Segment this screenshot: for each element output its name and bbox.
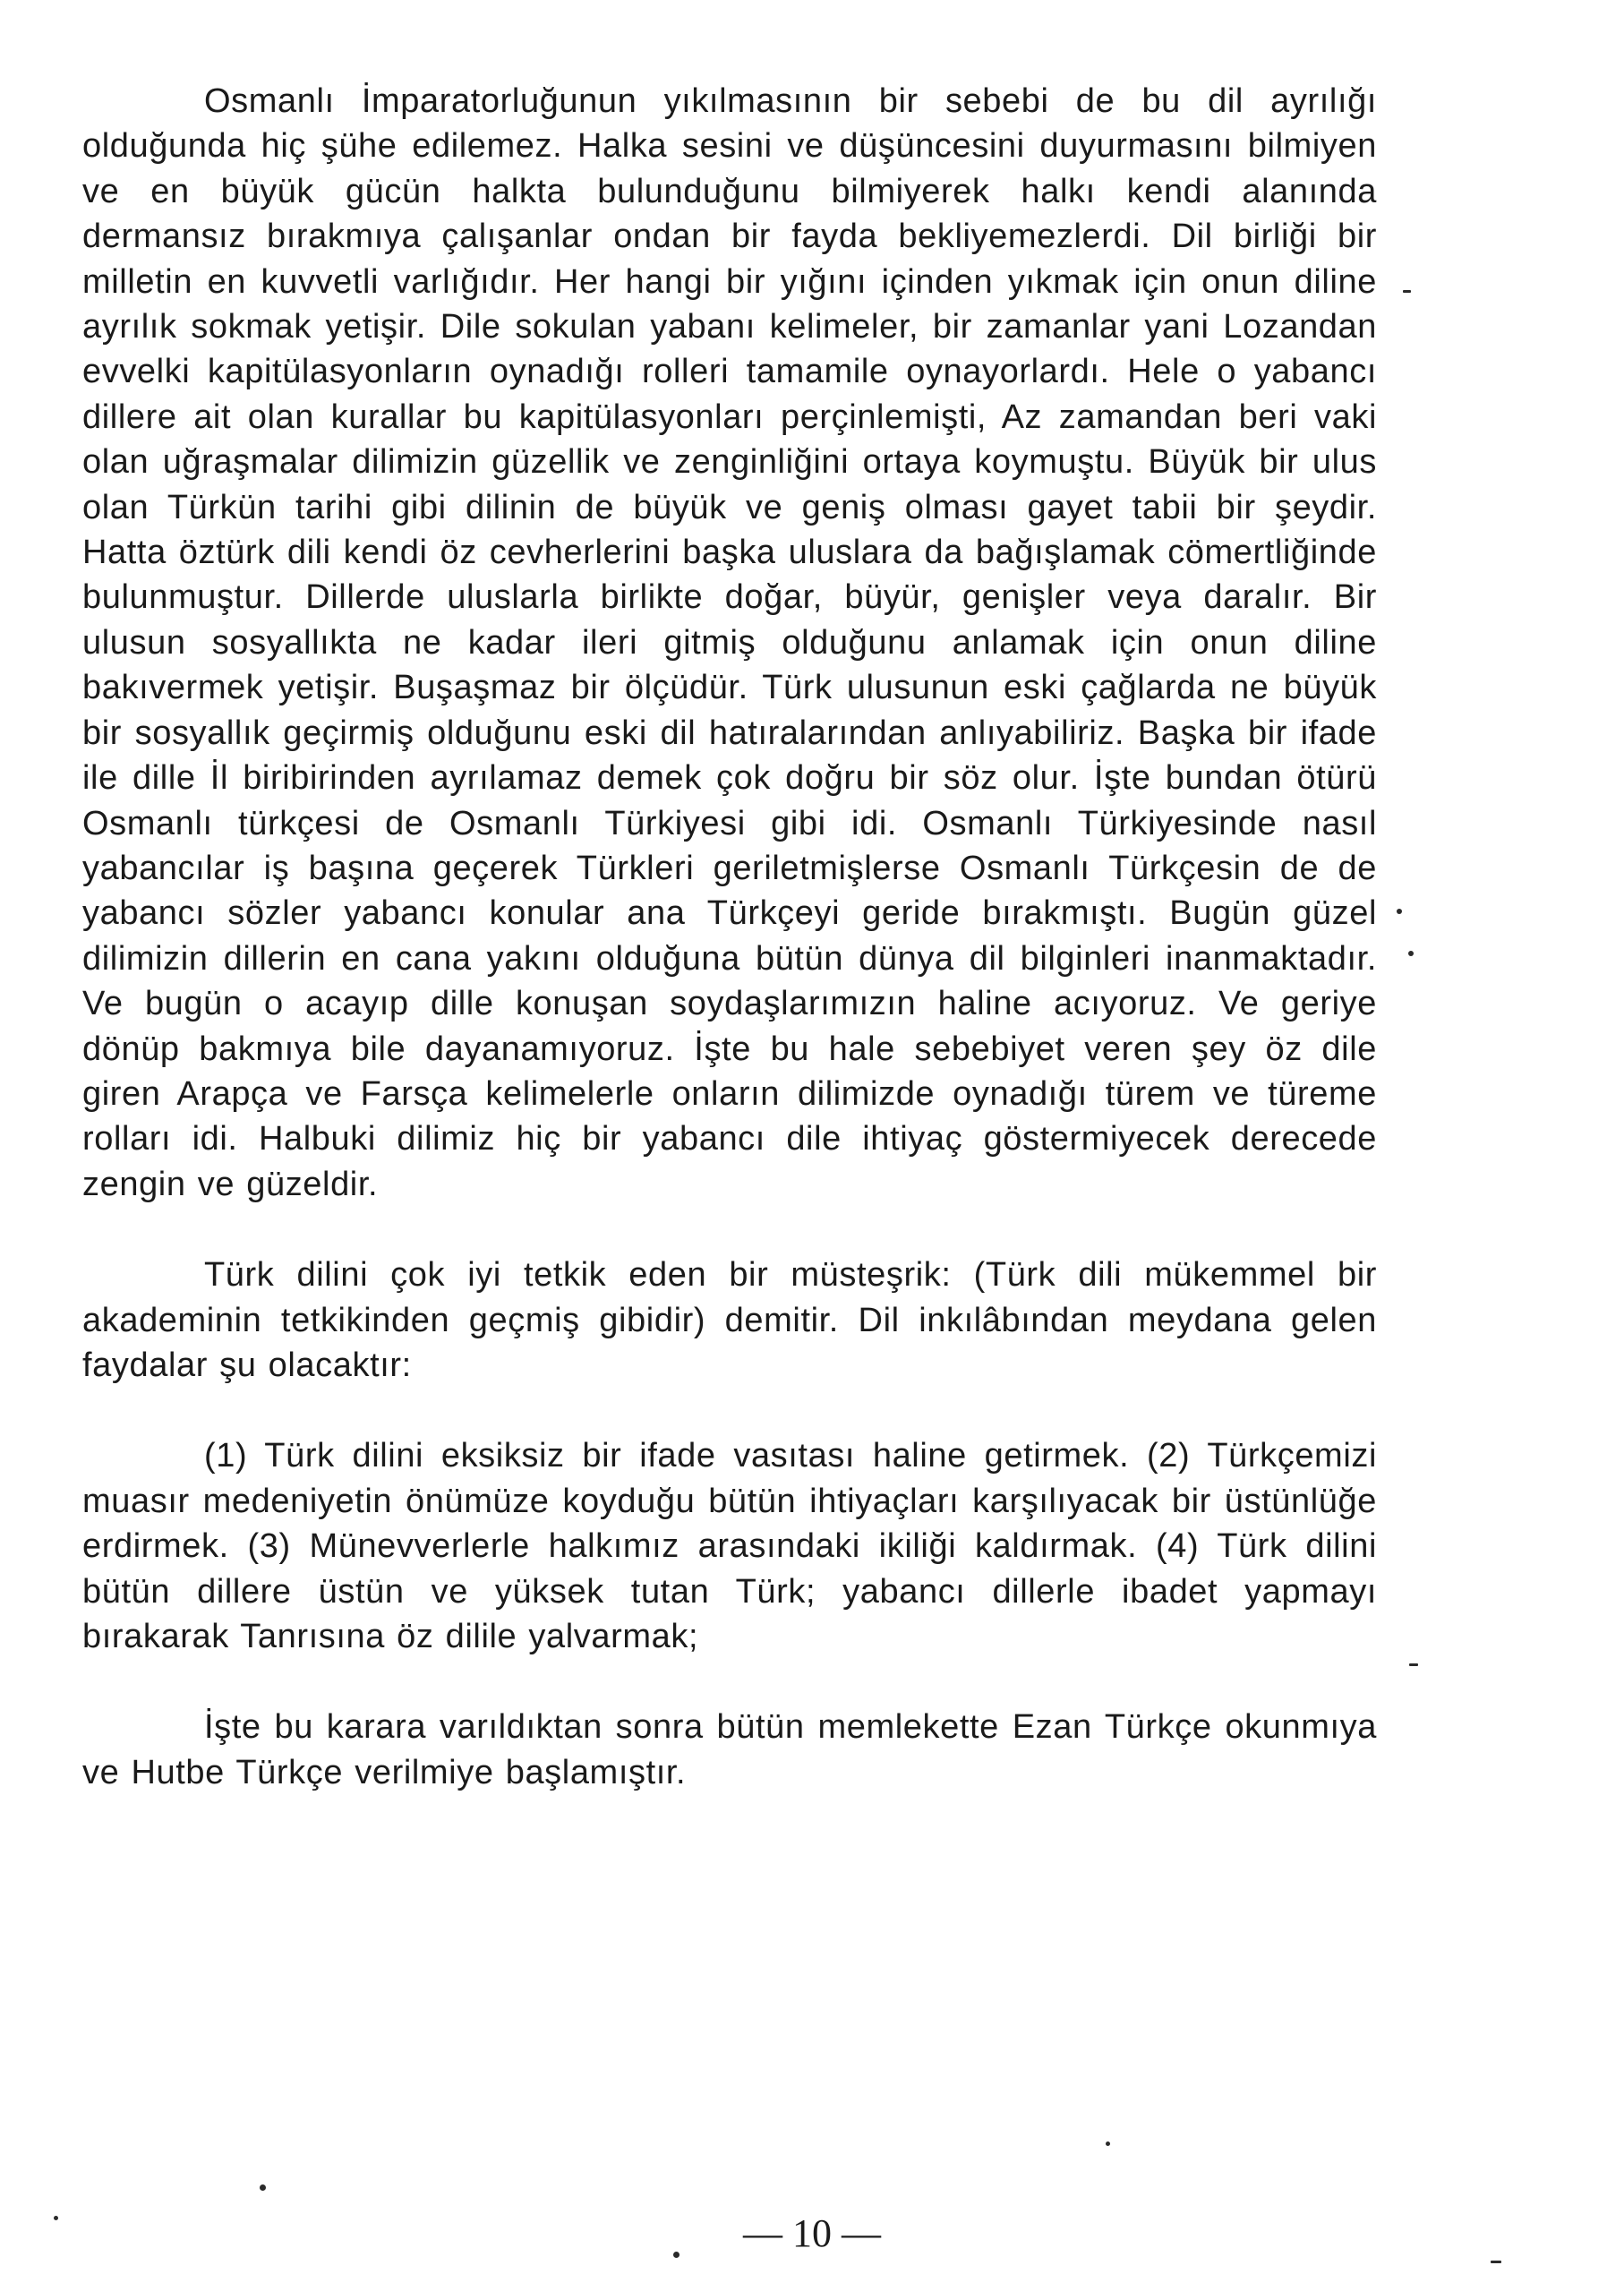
paragraph-1: Osmanlı İmparatorluğunun yıkılmasının bir sebebi de bu dil ayrılığı olduğunda hiç şühe edilemez. Halka sesini ve düşüncesini duyurmasını bilmiyen ve en büyük gücün halkta bulunduğunu bilmiyerek halkı kendi alanında dermansız bırakmıya çalışanlar ondan bir fayda bekliyemezlerdi. Dil birliği bir milletin en kuvvetli varlığıdır. Her hangi bir yığını içinden yıkmak için onun diline ayrılık sokmak yetişir. Dile sokulan yabanı kelimeler, bir zamanlar yani Lozandan evvelki kapitülasyonların oynadığı rolleri tamamile oynayorlardı. Hele o yabancı dillere ait olan kurallar bu kapitülasyonları perçinlemişti, Az zamandan beri vaki olan uğraşmalar dilimizin güzellik ve zenginliğini ortaya koymuştu. Büyük bir ulus olan Türkün tarihi gibi dilinin de büyük ve geniş olması gayet tabii bir şeydir. Hatta öztürk dili kendi öz cevherlerini başka uluslara da bağışlamak cömertliğinde bulunmuştur. Dillerde uluslarla birlikte doğar, büyür, genişler veya daralır. Bir ulusun sosyallıkta ne kadar ileri gitmiş olduğunu anlamak için onun diline bakıvermek yetişir. Buşaşmaz bir ölçüdür. Türk ulusunun eski çağlarda ne büyük bir sosyallık geçirmiş olduğunu eski dil hatıralarından anlıyabiliriz. Başka bir ifade ile dille İl biribirinden ayrılamaz demek çok doğru bir söz olur. İşte bundan ötürü Osmanlı türkçesi de Osmanlı Türkiyesi gibi idi. Osmanlı Türkiyesinde nasıl yabancılar iş başına geçerek Türkleri geriletmişlerse Osmanlı Türkçesin de de yabancı sözler yabancı konular ana Türkçeyi geride bırakmıştı. Bugün güzel dilimizin dillerin en cana yakını olduğuna bütün dünya dil bilginleri inanmaktadır. Ve bugün o acayıp dille konuşan soydaşlarımızın haline acıyoruz. Ve geriye dönüp bakmıya bile dayanamıyoruz. İşte bu hale sebebiyet veren şey öz dile giren Arapça ve Farsça kelimelerle onların dilimizde oynadığı türem ve türeme rolları idi. Halbuki dilimiz hiç bir yabancı dile ihtiyaç göstermiyecek derecede zengin ve güzeldir. xyxy=(82,82,1377,1203)
scan-speck xyxy=(260,2184,266,2191)
page-number: — 10 — xyxy=(743,2211,881,2255)
scan-speck xyxy=(1397,909,1402,914)
paragraph-2: Türk dilini çok iyi tetkik eden bir müsteşrik: (Türk dili mükemmel bir akademinin tetkikinden geçmiş gibidir) demitir. Dil inkılâbından meydana gelen faydalar şu olacaktır: xyxy=(82,1256,1377,1384)
scan-speck xyxy=(1408,951,1414,956)
scan-speck xyxy=(1491,2261,1501,2263)
document-body xyxy=(82,79,1377,1795)
paragraph-3: (1) Türk dilini eksiksiz bir ifade vasıtası haline getirmek. (2) Türkçemizi muasır medeniyetin önümüze koyduğu bütün ihtiyaçları karşılıyacak bir üstünlüğe erdirmek. (3) Münevverlerle halkımız arasındaki ikiliği kaldırmak. (4) Türk dilini bütün dillere üstün ve yüksek tutan Türk; yabancı dillerle ibadet yapmayı bırakarak Tanrısına öz dilile yalvarmak; xyxy=(82,1437,1377,1655)
scan-speck xyxy=(1106,2141,1110,2146)
paragraph-4: İşte bu karara varıldıktan sonra bütün memlekette Ezan Türkçe okunmıya ve Hutbe Türkçe verilmiye başlamıştır. xyxy=(82,1708,1377,1791)
scan-speck xyxy=(54,2216,58,2220)
scan-speck xyxy=(1403,290,1411,293)
scan-speck xyxy=(673,2252,680,2258)
scan-speck xyxy=(1409,1663,1418,1666)
